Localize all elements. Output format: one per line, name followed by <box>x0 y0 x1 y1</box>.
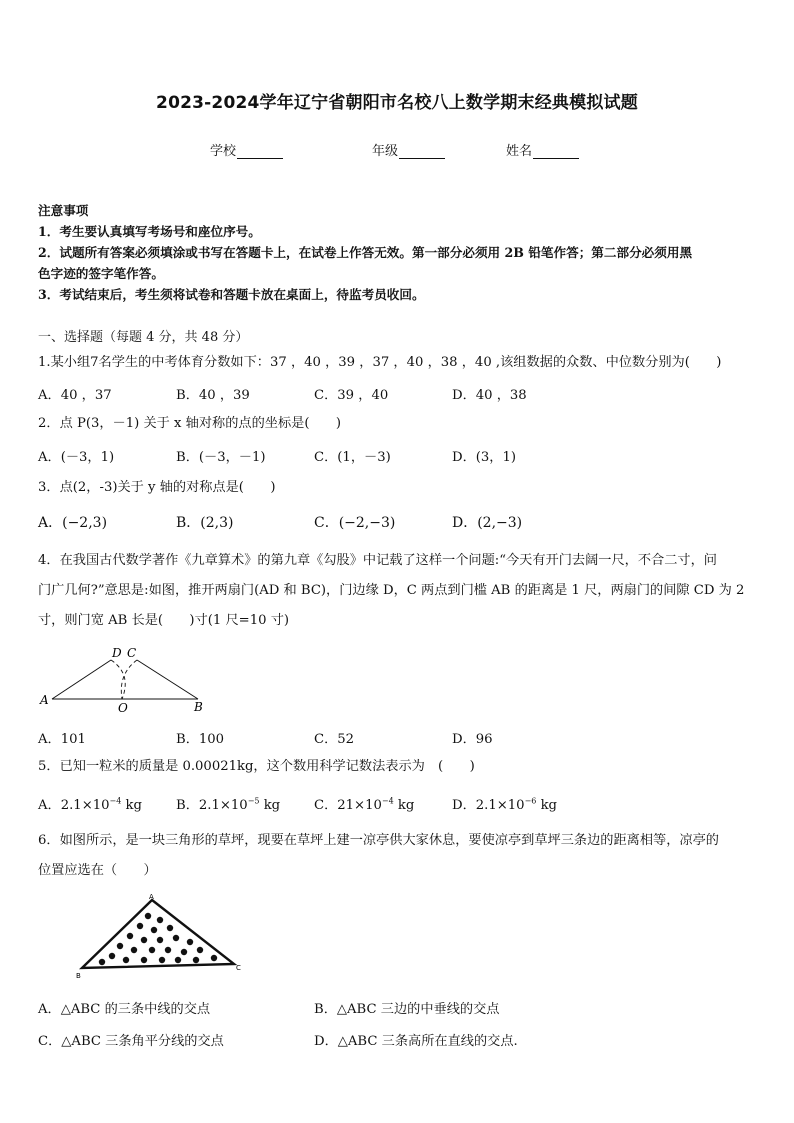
school-field[interactable] <box>210 140 283 159</box>
q3-option-c[interactable]: C．(−2,−3) <box>314 515 396 531</box>
q1-option-b[interactable]: B．40 ，39 <box>176 388 250 403</box>
option-label: D． <box>452 798 476 813</box>
notice-item: 色字迹的签字笔作答。 <box>38 266 164 281</box>
option-unit: kg <box>259 798 281 813</box>
question-1-stem: 1.某小组7名学生的中考体育分数如下：37 ，40 ，39 ，37 ，40 ，38 ，40 ,该组数据的众数、中位数分别为( ) <box>38 355 722 370</box>
lawn-triangle-diagram <box>74 890 254 980</box>
question-4-stem <box>38 546 760 636</box>
q4-line: 寸，则门宽 AB 长是( )寸(1 尺=10 寸) <box>38 613 290 628</box>
label-b: B <box>76 972 81 980</box>
section-heading: 一、选择题（每题 4 分，共 48 分） <box>38 330 249 345</box>
q6-line: 位置应选在（ ） <box>38 863 157 878</box>
notice-heading: 注意事项 <box>38 203 89 218</box>
q4-option-d[interactable]: D．96 <box>452 732 493 747</box>
q3-option-d[interactable]: D．(2,−3) <box>452 515 523 531</box>
q3-option-a[interactable]: A．(−2,3) <box>38 515 108 531</box>
question-5-stem: 5．已知一粒米的质量是 0.00021kg，这个数用科学记数法表示为 ( ) <box>38 759 475 774</box>
q5-option-c[interactable] <box>314 794 414 813</box>
notice-item: 2．试题所有答案必须填涂或书写在答题卡上，在试卷上作答无效。第一部分必须用 2B 铅笔作答；第二部分必须用黑 <box>38 245 693 260</box>
option-label: A． <box>38 798 61 813</box>
grade-field[interactable] <box>372 140 445 159</box>
option-base: 2.1×10 <box>198 798 248 813</box>
label-b: B <box>194 700 203 714</box>
q4-option-a[interactable]: A．101 <box>38 732 86 747</box>
door-diagram <box>34 642 214 714</box>
q2-option-b[interactable]: B．(－3，－1) <box>176 450 266 465</box>
q2-option-c[interactable]: C．(1，－3) <box>314 450 391 465</box>
q6-option-d[interactable]: D．△ABC 三条高所在直线的交点. <box>314 1034 518 1049</box>
question-3-stem: 3．点(2，-3)关于 y 轴的对称点是( ) <box>38 480 276 495</box>
label-c: C <box>127 646 137 660</box>
option-exponent: −4 <box>381 796 394 806</box>
question-2-stem: 2．点 P(3，－1) 关于 x 轴对称的点的坐标是( ) <box>38 416 342 431</box>
label-d: D <box>112 646 122 660</box>
option-label: B． <box>176 798 199 813</box>
name-label: 姓名 <box>506 144 533 159</box>
grass-marks <box>99 913 217 965</box>
label-a: A <box>149 893 154 901</box>
option-unit: kg <box>536 798 557 813</box>
q5-option-d[interactable] <box>452 794 557 813</box>
door-bc <box>137 660 198 699</box>
q6-line: 6．如图所示，是一块三角形的草坪，现要在草坪上建一凉亭供大家休息，要使凉亭到草坪三条边的距离相等，凉亭的 <box>38 833 719 848</box>
option-exponent: −6 <box>524 796 537 806</box>
grade-blank[interactable] <box>399 144 445 159</box>
q1-option-d[interactable]: D．40 ，38 <box>452 388 527 403</box>
label-o: O <box>118 701 128 714</box>
door-ad <box>52 660 111 699</box>
question-6-stem <box>38 826 760 886</box>
q6-option-a[interactable]: A．△ABC 的三条中线的交点 <box>38 1002 211 1017</box>
q6-option-c[interactable]: C．△ABC 三条角平分线的交点 <box>38 1034 224 1049</box>
notice-item: 1．考生要认真填写考场号和座位序号。 <box>38 224 261 239</box>
q4-option-b[interactable]: B．100 <box>176 732 225 747</box>
q1-option-a[interactable]: A．40 ，37 <box>38 388 112 403</box>
option-base: 2.1×10 <box>475 798 525 813</box>
option-label: C． <box>314 798 338 813</box>
page-title: 2023-2024学年辽宁省朝阳市名校八上数学期末经典模拟试题 <box>156 93 638 113</box>
q1-option-c[interactable]: C．39 ，40 <box>314 388 389 403</box>
q3-option-b[interactable]: B．(2,3) <box>176 515 234 531</box>
q6-option-b[interactable]: B．△ABC 三边的中垂线的交点 <box>314 1002 500 1017</box>
q2-option-d[interactable]: D．(3，1) <box>452 450 517 465</box>
q4-line: 门广几何?”意思是:如图，推开两扇门(AD 和 BC)，门边缘 D，C 两点到门槛 AB 的距离是 1 尺，两扇门的间隙 CD 为 2 <box>38 583 745 598</box>
option-unit: kg <box>121 798 142 813</box>
q2-option-a[interactable]: A．(－3，1) <box>38 450 115 465</box>
school-blank[interactable] <box>237 144 283 159</box>
q4-line: 4．在我国古代数学著作《九章算术》的第九章《勾股》中记载了这样一个问题:“今天有开门去阔一尺，不合二寸，问 <box>38 553 717 568</box>
label-c: C <box>236 964 241 972</box>
notice-item: 3．考试结束后，考生须将试卷和答题卡放在桌面上，待监考员收回。 <box>38 287 425 302</box>
school-label: 学校 <box>210 144 237 159</box>
option-base: 21×10 <box>337 798 382 813</box>
name-field[interactable] <box>506 140 579 159</box>
notice-block <box>38 200 760 305</box>
grade-label: 年级 <box>372 144 399 159</box>
option-base: 2.1×10 <box>60 798 110 813</box>
option-unit: kg <box>393 798 415 813</box>
name-blank[interactable] <box>533 144 579 159</box>
q4-option-c[interactable]: C．52 <box>314 732 355 747</box>
q5-option-b[interactable] <box>176 794 280 813</box>
option-exponent: −5 <box>247 796 260 806</box>
option-exponent: −4 <box>109 796 122 806</box>
label-a: A <box>40 693 49 707</box>
q5-option-a[interactable] <box>38 794 142 813</box>
